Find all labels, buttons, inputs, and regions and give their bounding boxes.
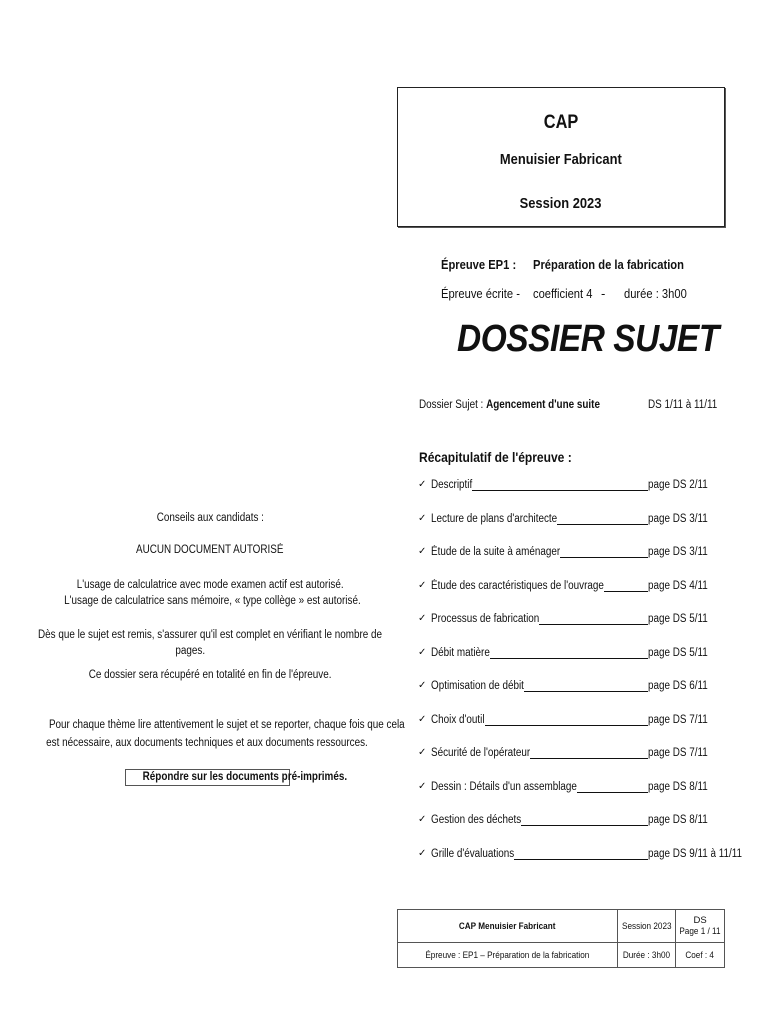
recap-item-page: page DS 7/11 — [648, 747, 708, 759]
checkmark-icon: ✓ — [418, 546, 427, 557]
recap-item-label: Débit matière — [431, 647, 490, 659]
calculator-rule-1: L'usage de calculatrice avec mode examen actif est autorisé. — [76, 579, 344, 591]
footer-page: Page 1 / 11 — [679, 926, 721, 937]
recap-item-page: page DS 8/11 — [648, 781, 708, 793]
page-check-1: Dès que le sujet est remis, s'assurer qu'il est complet en vérifiant le nombre de — [38, 629, 383, 641]
checkmark-icon: ✓ — [418, 479, 427, 490]
recap-item-page: page DS 6/11 — [648, 680, 708, 692]
leader-line — [530, 758, 648, 759]
footer-exam: CAP Menuisier Fabricant — [398, 910, 618, 943]
checkmark-icon: ✓ — [418, 647, 427, 658]
recap-item — [418, 781, 748, 797]
subject-line — [419, 399, 629, 411]
recap-item-page: page DS 3/11 — [648, 546, 708, 558]
footer-page-cell — [676, 910, 725, 943]
recap-item — [418, 647, 748, 663]
recap-item — [418, 814, 748, 830]
subject-prefix: Dossier Sujet : — [419, 399, 487, 411]
footer-epreuve: Épreuve : EP1 – Préparation de la fabrication — [398, 943, 618, 968]
recap-item-label: Processus de fabrication — [431, 613, 540, 625]
recap-item — [418, 580, 748, 596]
recap-item-page: page DS 5/11 — [648, 647, 708, 659]
leader-line — [524, 691, 648, 692]
recap-item-label: Étude des caractéristiques de l'ouvrage — [431, 580, 604, 592]
footer-session: Session 2023 — [617, 910, 676, 943]
theme-instruction-2: est nécessaire, aux documents techniques et aux documents ressources. — [46, 737, 368, 749]
epreuve-name: Préparation de la fabrication — [533, 257, 684, 272]
recap-item-label: Sécurité de l'opérateur — [431, 747, 531, 759]
recap-item — [418, 714, 748, 730]
footer-table — [397, 909, 725, 968]
recap-item-page: page DS 9/11 à 11/11 — [648, 848, 743, 860]
recap-item-page: page DS 7/11 — [648, 714, 708, 726]
header-box — [397, 87, 725, 227]
footer-duration: Durée : 3h00 — [617, 943, 676, 968]
checkmark-icon: ✓ — [418, 747, 427, 758]
answer-instruction: Répondre sur les documents pré-imprimés. — [125, 769, 290, 786]
theme-instruction-1: Pour chaque thème lire attentivement le sujet et se reporter, chaque fois que cela — [48, 719, 405, 731]
recap-item-label: Dessin : Détails d'un assemblage — [431, 781, 577, 793]
leader-line — [521, 825, 648, 826]
trade-title: Menuisier Fabricant — [500, 151, 622, 168]
leader-line — [560, 557, 648, 558]
recap-item — [418, 613, 748, 629]
recap-item-label: Lecture de plans d'architecte — [431, 513, 558, 525]
recap-item — [418, 479, 748, 495]
checkmark-icon: ✓ — [418, 513, 427, 524]
recap-item-label: Descriptif — [431, 479, 473, 491]
leader-line — [514, 859, 648, 860]
recap-item-page: page DS 8/11 — [648, 814, 708, 826]
leader-line — [485, 725, 648, 726]
recap-item — [418, 546, 748, 562]
recap-item — [418, 747, 748, 763]
recovery-notice: Ce dossier sera récupéré en totalité en fin de l'épreuve. — [88, 669, 332, 681]
footer-coef: Coef : 4 — [676, 943, 725, 968]
footer-code: DS — [693, 915, 707, 926]
calculator-rule-2: L'usage de calculatrice sans mémoire, « type collège » est autorisé. — [64, 595, 361, 607]
epreuve-duration: durée : 3h00 — [624, 286, 687, 301]
checkmark-icon: ✓ — [418, 714, 427, 725]
leader-line — [557, 524, 648, 525]
recap-item-page: page DS 3/11 — [648, 513, 708, 525]
checkmark-icon: ✓ — [418, 613, 427, 624]
recap-item-page: page DS 2/11 — [648, 479, 708, 491]
checkmark-icon: ✓ — [418, 848, 427, 859]
page-check-2: pages. — [175, 645, 205, 657]
session-title: Session 2023 — [520, 195, 602, 212]
leader-line — [577, 792, 648, 793]
no-documents-notice: AUCUN DOCUMENT AUTORISÉ — [136, 544, 284, 556]
epreuve-dash: - — [601, 286, 606, 301]
advice-heading: Conseils aux candidats : — [156, 512, 264, 524]
recap-item-label: Étude de la suite à aménager — [431, 546, 561, 558]
recap-title: Récapitulatif de l'épreuve : — [419, 449, 572, 465]
leader-line — [539, 624, 648, 625]
recap-item — [418, 680, 748, 696]
leader-line — [604, 591, 648, 592]
checkmark-icon: ✓ — [418, 680, 427, 691]
subject-name: Agencement d'une suite — [486, 399, 600, 411]
recap-item-label: Grille d'évaluations — [431, 848, 515, 860]
recap-item — [418, 848, 748, 864]
epreuve-type: Épreuve écrite - — [441, 286, 520, 301]
recap-item-page: page DS 4/11 — [648, 580, 708, 592]
leader-line — [472, 490, 648, 491]
recap-item-label: Gestion des déchets — [431, 814, 522, 826]
recap-item — [418, 513, 748, 529]
dossier-title: DOSSIER SUJET — [457, 318, 719, 360]
leader-line — [490, 658, 648, 659]
exam-title: CAP — [543, 112, 579, 133]
checkmark-icon: ✓ — [418, 580, 427, 591]
epreuve-label: Épreuve EP1 : — [441, 257, 517, 272]
checkmark-icon: ✓ — [418, 781, 427, 792]
recap-item-label: Choix d'outil — [431, 714, 485, 726]
recap-item-page: page DS 5/11 — [648, 613, 708, 625]
checkmark-icon: ✓ — [418, 814, 427, 825]
recap-item-label: Optimisation de débit — [431, 680, 524, 692]
subject-pages: DS 1/11 à 11/11 — [648, 399, 718, 411]
epreuve-coefficient: coefficient 4 — [533, 286, 593, 301]
